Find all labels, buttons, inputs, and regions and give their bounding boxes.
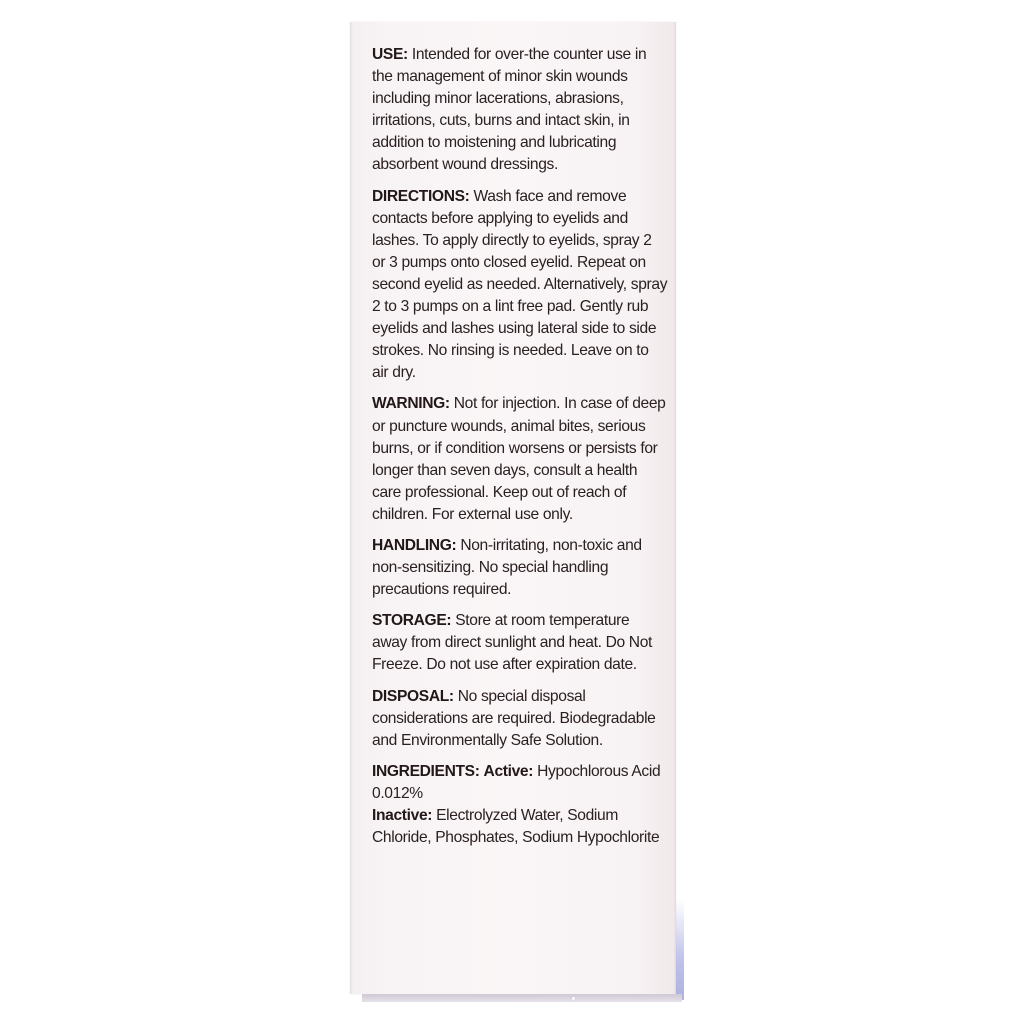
box-left-edge <box>350 22 353 994</box>
warning-heading: WARNING: <box>372 395 450 413</box>
active-label: Active: <box>483 762 534 780</box>
use-heading: USE: <box>372 46 408 63</box>
warning-body: Not for injection. In case of deep or puncture wounds, animal bites, serious burns, or if condition worsens or persists for longer than seven days, consult a health care professional. Keep out of reach of children. For external use only. <box>372 395 666 523</box>
storage-body: Store at room temperature away from direct sunlight and heat. Do Not Freeze. Do not use after expiration date. <box>372 612 652 674</box>
disposal-heading: DISPOSAL: <box>372 687 454 705</box>
box-right-edge <box>673 22 676 994</box>
ingredients-heading: INGREDIENTS: <box>372 762 480 780</box>
ingredients-section <box>372 761 668 849</box>
handling-heading: HANDLING: <box>372 536 457 554</box>
handling-body: Non-irritating, non-toxic and non-sensitizing. No special handling precautions required. <box>372 536 642 599</box>
storage-heading: STORAGE: <box>372 612 452 630</box>
active-value: Hypochlorous Acid 0.012% <box>372 762 661 802</box>
handling-section <box>372 535 668 601</box>
directions-section <box>372 186 668 385</box>
label-text-column <box>372 44 668 858</box>
inactive-value: Electrolyzed Water, Sodium Chloride, Phosphates, Sodium Hypochlorite <box>372 807 660 847</box>
storage-section <box>372 610 668 676</box>
ingredients-inactive-line <box>372 805 668 849</box>
use-section <box>372 44 668 177</box>
ingredients-active-line <box>372 761 668 805</box>
directions-body: Wash face and remove contacts before applying to eyelids and lashes. To apply directly to eyelids, spray 2 or 3 pumps onto closed eyelid. Repeat on second eyelid as needed. Alternatively, spray 2 to 3 pumps on a lint free pad. Gently rub eyelids and lashes using lateral side to side strokes. No rinsing is needed. Leave on to air dry. <box>372 187 668 382</box>
warning-section <box>372 393 668 526</box>
directions-heading: DIRECTIONS: <box>372 187 470 205</box>
box-bottom-flap <box>362 994 682 1002</box>
use-body: Intended for over-the counter use in the management of minor skin wounds including minor lacerations, abrasions, irritations, cuts, burns and intact skin, in addition to moistening and lubricating absorbent wound dressings. <box>372 46 647 174</box>
disposal-body: No special disposal considerations are required. Biodegradable and Environmentally Safe Solution. <box>372 687 656 749</box>
box-blue-edge <box>676 900 684 1000</box>
box-speck <box>572 997 575 1000</box>
disposal-section <box>372 686 668 752</box>
inactive-label: Inactive: <box>372 807 433 824</box>
